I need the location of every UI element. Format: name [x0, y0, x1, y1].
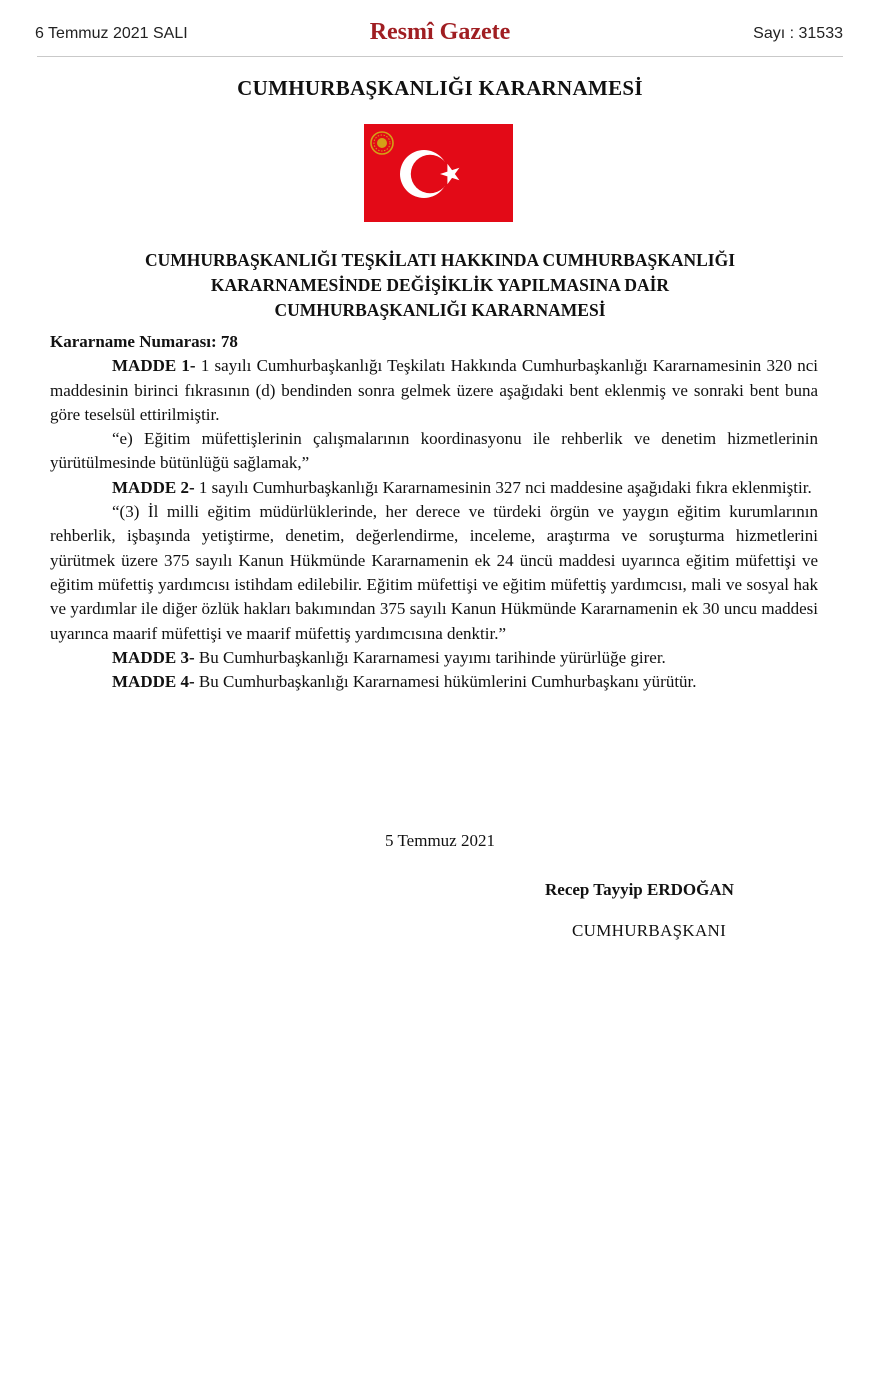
article-label: MADDE 2- — [112, 477, 195, 497]
turkish-flag-icon — [364, 124, 513, 222]
article-text: Bu Cumhurbaşkanlığı Kararnamesi yayımı tarihinde yürürlüğe girer. — [198, 647, 666, 667]
decree-title-line: CUMHURBAŞKANLIĞI KARARNAMESİ — [274, 300, 606, 320]
article-1-quote: “e) Eğitim müfettişlerinin çalışmalarının koordinasyonu ile rehberlik ve denetim hizmetlerinin yürütülmesinde bütünlüğü sağlamak,” — [50, 429, 818, 473]
article-text: 1 sayılı Cumhurbaşkanlığı Teşkilatı Hakkında Cumhurbaşkanlığı Kararnamesinin 320 nci maddesinin birinci fıkrasının (d) bendinden sonra gelmek üzere aşağıdaki bent eklenmiş ve sonraki bent buna göre teselsül ettirilmiştir. — [50, 356, 818, 424]
decree-title — [60, 248, 820, 323]
signer-name: Recep Tayyip ERDOĞAN — [545, 880, 734, 899]
article-2-quote: “(3) İl milli eğitim müdürlüklerinde, her derece ve türdeki örgün ve yaygın eğitim kurumlarının rehberlik, işbaşında yetiştirme, denetim, değerlendirme, inceleme, araştırma ve soruşturma hizmetlerini yürütmek üzere 375 sayılı Kanun Hükmünde Kararnamenin ek 24 üncü maddesi uyarınca eğitim müfettişi ve eğitim müfettiş yardımcısı istihdam edilebilir. Eğitim müfettişi ve eğitim müfettiş yardımcısı, mali ve sosyal hak ve yardımlar ile diğer özlük hakları bakımından 375 sayılı Kanun Hükmünde Kararnamenin ek 30 uncu maddesi uyarınca maarif müfettişi ve maarif müfettiş yardımcısına denktir.” — [50, 502, 818, 643]
article-1 — [50, 354, 818, 427]
decree-body — [50, 330, 818, 694]
signature-date: 5 Temmuz 2021 — [385, 831, 495, 850]
article-label: MADDE 3- — [112, 647, 195, 667]
signer-title: CUMHURBAŞKANI — [572, 921, 727, 940]
gazette-title: Resmî Gazete — [369, 19, 511, 45]
article-label: MADDE 4- — [112, 672, 195, 692]
header-divider — [37, 56, 843, 57]
document-type-heading: CUMHURBAŞKANLIĞI KARARNAMESİ — [237, 76, 643, 100]
decree-title-line: KARARNAMESİNDE DEĞİŞİKLİK YAPILMASINA DAİR — [210, 275, 670, 295]
issue-number: Sayı : 31533 — [753, 25, 843, 42]
article-label: MADDE 1- — [112, 356, 196, 376]
decree-title-line: CUMHURBAŞKANLIĞI TEŞKİLATI HAKKINDA CUMHURBAŞKANLIĞI — [144, 250, 736, 270]
publication-date: 6 Temmuz 2021 SALI — [35, 25, 188, 42]
presidential-seal-icon — [371, 132, 393, 154]
article-3 — [50, 646, 818, 670]
article-text: Bu Cumhurbaşkanlığı Kararnamesi hükümlerini Cumhurbaşkanı yürütür. — [198, 672, 697, 692]
decree-number: Kararname Numarası: 78 — [50, 332, 238, 351]
article-2 — [50, 476, 818, 500]
article-text: 1 sayılı Cumhurbaşkanlığı Kararnamesinin 327 nci maddesine aşağıdaki fıkra eklenmiştir. — [198, 477, 812, 497]
article-4 — [50, 670, 818, 694]
